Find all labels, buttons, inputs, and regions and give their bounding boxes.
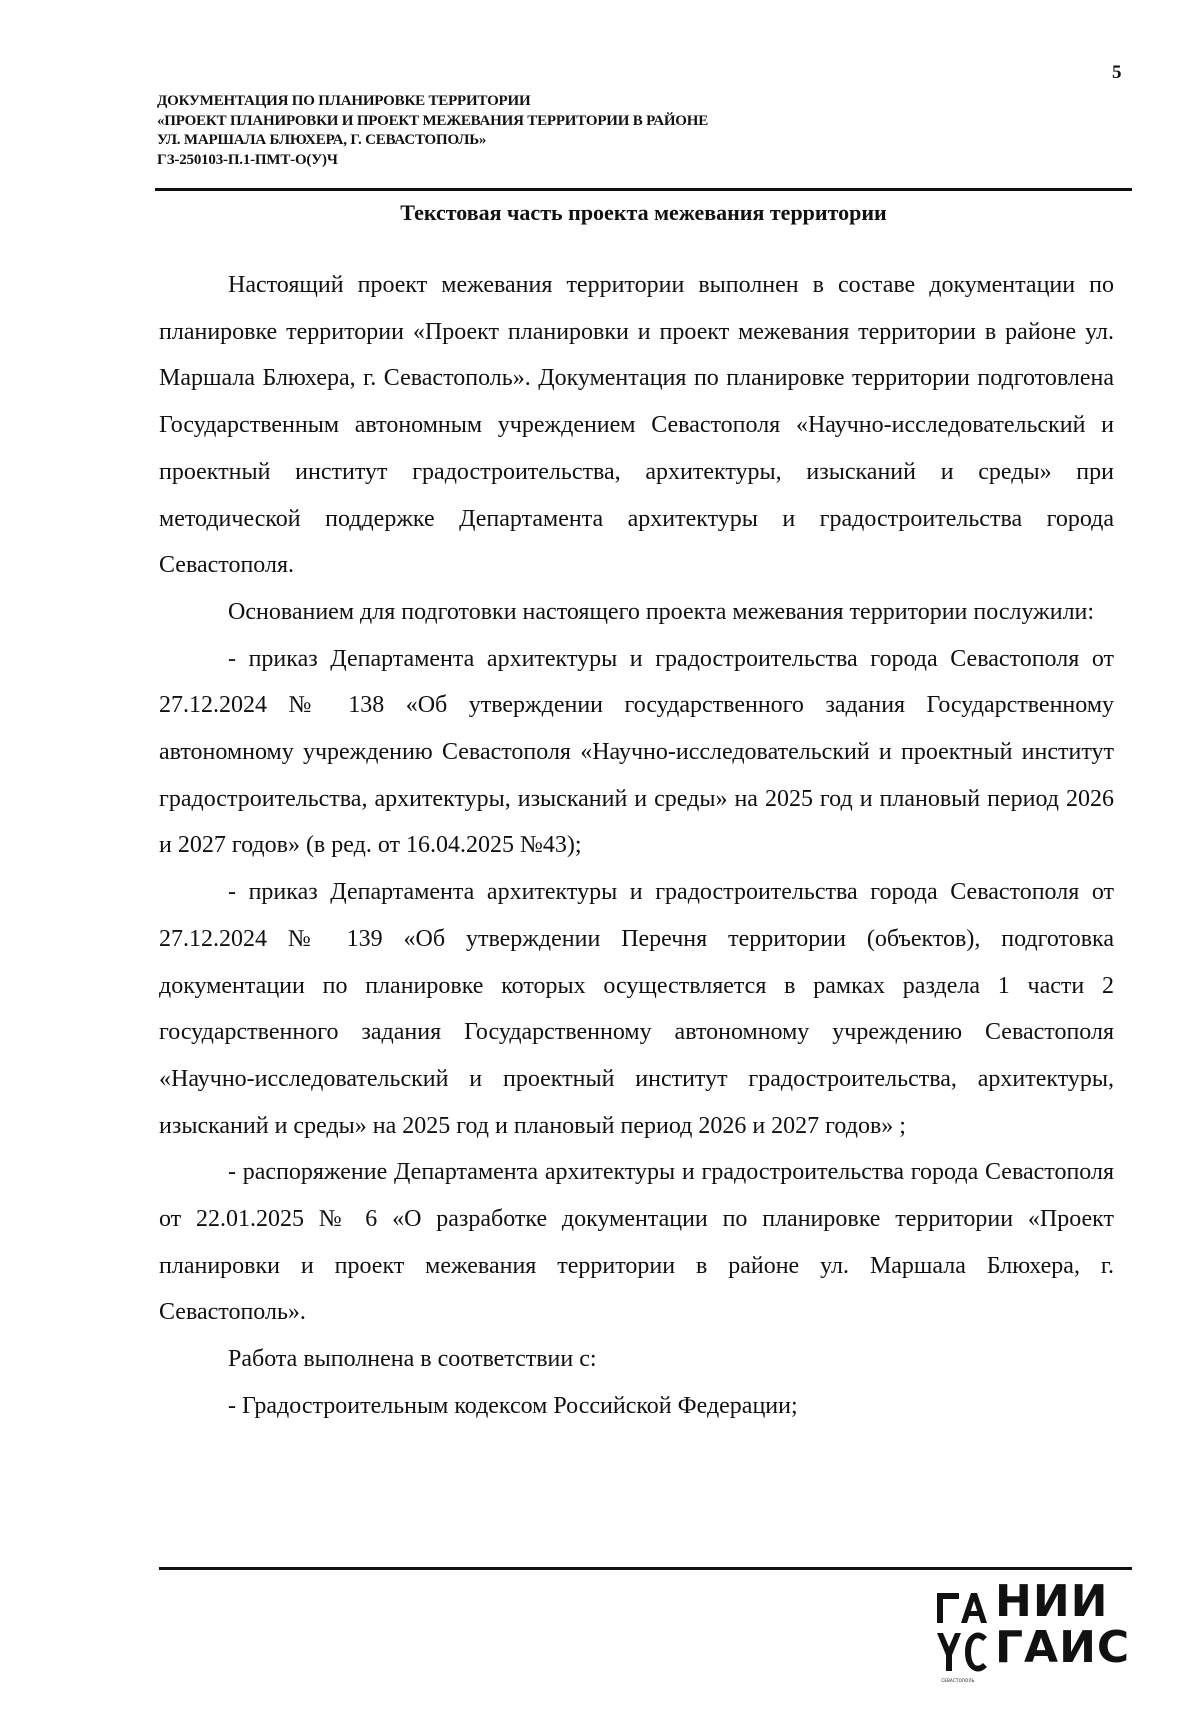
footer-divider <box>159 1567 1132 1570</box>
page-number: 5 <box>1112 62 1122 83</box>
paragraph: Работа выполнена в соответствии с: <box>228 1346 597 1373</box>
document-code: ГЗ-250103-П.1-ПМТ-О(У)Ч <box>157 151 338 168</box>
paragraph: Настоящий проект межевания территории выполнен в составе документации по планировке территории «Проект планировки и проект межевания территории в районе ул. Маршала Блюхера, г. Севастополь». Документация по планировке территории подготовлена Государственным автономным учреждением Севастополя «Научно-исследовательский и проектный институт градостроительства, архитектуры, изысканий и среды» при методической поддержке Департамента архитектуры и градостроительства города Севастополя. <box>159 272 1114 579</box>
institute-logo <box>935 1576 1135 1685</box>
header-line: ДОКУМЕНТАЦИЯ ПО ПЛАНИРОВКЕ ТЕРРИТОРИИ <box>157 93 531 109</box>
document-header <box>157 92 708 170</box>
paragraph: - приказ Департамента архитектуры и градостроительства города Севастополя от 27.12.2024 № 139 «Об утверждении Перечня территории (объектов), подготовка документации по планировке которых осуществляется в рамках раздела 1 части 2 государственного задания Государственному автономному учреждению Севастополя «Научно-исследовательский и проектный институт градостроительства, архитектуры, изысканий и среды» на 2025 год и плановый период 2026 и 2027 годов» ; <box>159 879 1114 1139</box>
logo-caption: СЕВАСТОПОЛЬ <box>941 1678 975 1683</box>
section-title: Текстовая часть проекта межевания территории <box>400 200 887 225</box>
paragraph: Основанием для подготовки настоящего проекта межевания территории послужили: <box>228 598 1095 625</box>
header-divider <box>155 188 1132 191</box>
header-line: «ПРОЕКТ ПЛАНИРОВКИ И ПРОЕКТ МЕЖЕВАНИЯ ТЕРРИТОРИИ В РАЙОНЕ <box>157 112 709 129</box>
logo-text-line: НИИ <box>995 1576 1109 1627</box>
gaus-logo-mark-icon <box>935 1585 993 1680</box>
paragraph: - распоряжение Департамента архитектуры и градостроительства города Севастополя от 22.01.2025 № 6 «О разработке документации по планировке территории «Проект планировки и проект межевания территории в районе ул. Маршала Блюхера, г. Севастополь». <box>159 1159 1114 1326</box>
header-line: УЛ. МАРШАЛА БЛЮХЕРА, Г. СЕВАСТОПОЛЬ» <box>157 132 487 148</box>
logo-text-line: ГАИС <box>995 1622 1131 1673</box>
logo-wordmark <box>995 1576 1131 1673</box>
paragraph: - Градостроительным кодексом Российской Федерации; <box>228 1392 798 1419</box>
body-text <box>159 262 1114 1430</box>
paragraph: - приказ Департамента архитектуры и градостроительства города Севастополя от 27.12.2024 № 138 «Об утверждении государственного задания Государственному автономному учреждению Севастополя «Научно-исследовательский и проектный институт градостроительства, архитектуры, изысканий и среды» на 2025 год и плановый период 2026 и 2027 годов» (в ред. от 16.04.2025 №43); <box>159 645 1114 859</box>
